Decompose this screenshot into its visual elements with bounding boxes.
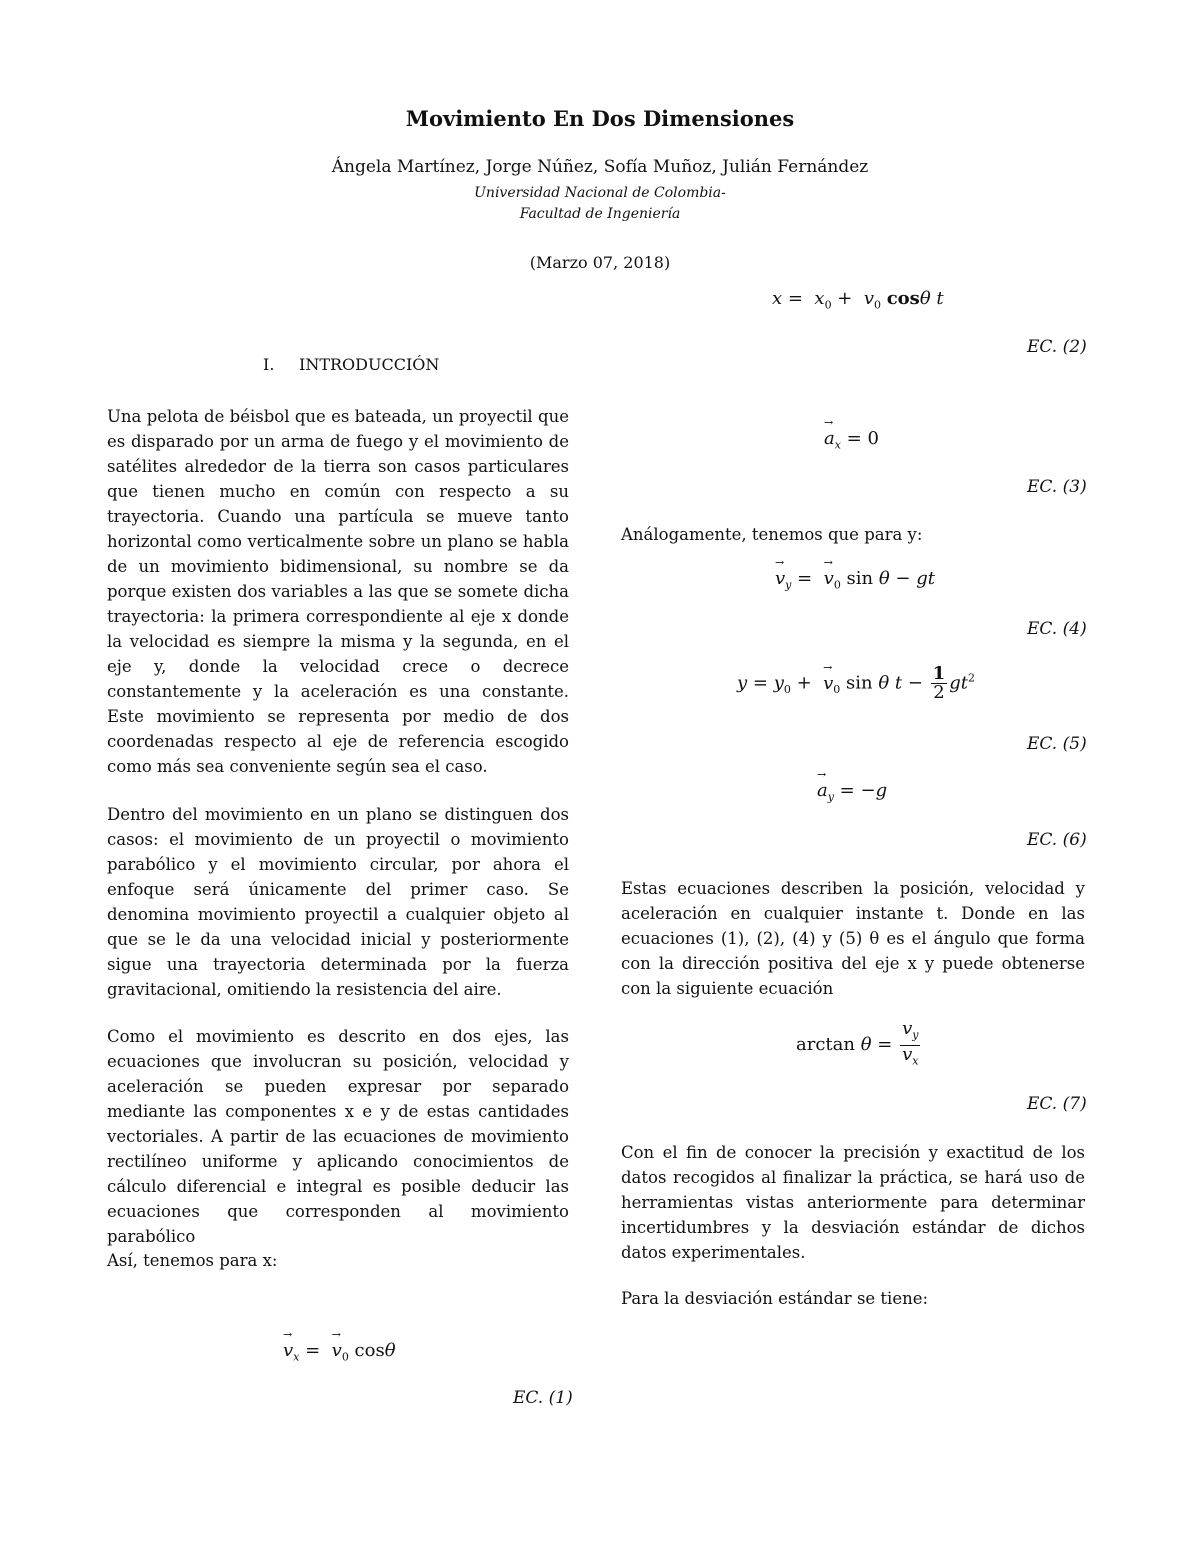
intro-paragraph-3: Como el movimiento es descrito en dos ejes, las ecuaciones que involucran su posición, velocidad y aceleración se pueden expresar por separado mediante las componentes x e y de estas cantidades vectoriales. A partir de las ecuaciones de movimiento rectilíneo uniforme y aplicando conocimientos de cálculo diferencial e integral es posible deducir las ecuaciones que corresponden al movimiento parabólico [107, 1027, 569, 1246]
equation-3: → $a_x = 0$ [824, 428, 879, 452]
intro-paragraph-1: Una pelota de béisbol que es bateada, un proyectil que es disparado por un arma de fuego y el movimiento de satélites alrededor de la tierra son casos particulares que tienen mucho en común con respecto a su trayectoria. Cuando una partícula se mueve tanto horizontal como verticalmente sobre un plano se habla de un movimiento bidimensional, su nombre se da porque existen dos variables a las que se somete dicha trayectoria: la primera correspondiente al eje x donde la velocidad es siempre la misma y la segunda, en el eje y, donde la velocidad crece o decrece constantemente y la aceleración es una constante. Este movimiento se representa por medio de dos coordenadas respecto al eje de referencia escogido como más sea conveniente según sea el caso. [107, 407, 569, 776]
equation-6-label: EC. (6) [1027, 830, 1087, 850]
equation-4-label: EC. (4) [1027, 619, 1087, 639]
equation-3-label: EC. (3) [1027, 477, 1087, 497]
equation-5-label: EC. (5) [1027, 734, 1087, 754]
equation-7: arctan θ = $\frac{v_y}{v_x}$ [796, 1018, 919, 1068]
std-dev-paragraph: Para la desviación estándar se tiene: [621, 1289, 929, 1308]
equation-1-label: EC. (1) [513, 1388, 573, 1408]
intro-paragraph-2: Dentro del movimiento en un plano se distinguen dos casos: el movimiento de un proyectil o movimiento parabólico y el movimiento circular, por ahora el enfoque será únicamente del primer caso. Se denomina movimiento proyectil a cualquier objeto al que se le da una velocidad inicial y posteriormente sigue una trayectoria determinada por la fuerza gravitacional, omitiendo la resistencia del aire. [107, 805, 569, 999]
section-heading [263, 355, 439, 374]
equation-1: → $v_x$ = → $v_0$ cosθ [283, 1340, 396, 1364]
equation-4: → $v_y$ = → $v_0$ sin θ − gt [775, 568, 935, 592]
affiliation-faculty: Facultad de Ingeniería [519, 206, 681, 222]
equation-6: → $a_y = -g$ [817, 780, 887, 804]
intro-paragraph-4: Así, tenemos para x: [107, 1251, 278, 1270]
precision-paragraph: Con el fin de conocer la precisión y exactitud de los datos recogidos al finalizar la práctica, se hará uso de herramientas vistas anteriormente para determinar incertidumbres y la desviación estándar de dichos datos experimentales. [621, 1143, 1085, 1262]
equation-7-label: EC. (7) [1027, 1094, 1087, 1114]
affiliation-university: Universidad Nacional de Colombia- [474, 185, 726, 201]
section-number: I. [263, 355, 275, 374]
section-title: INTRODUCCIÓN [299, 355, 440, 374]
description-paragraph: Estas ecuaciones describen la posición, velocidad y aceleración en cualquier instante t. Donde en las ecuaciones (1), (2), (4) y (5) θ es el ángulo que forma con la dirección positiva del eje x y puede obtenerse con la siguiente ecuación [621, 879, 1085, 998]
equation-5: $y = y_0$ + → $v_0$ sin θ t − $\frac{1}{2}$ $gt^2$ [737, 665, 975, 702]
paper-date: (Marzo 07, 2018) [529, 253, 671, 272]
analog-paragraph: Análogamente, tenemos que para y: [621, 525, 923, 544]
equation-2: $x = x_0 + v_0$ cosθ t [772, 288, 944, 312]
equation-2-label: EC. (2) [1027, 337, 1087, 357]
paper-title: Movimiento En Dos Dimensiones [405, 106, 795, 131]
author-list: Ángela Martínez, Jorge Núñez, Sofía Muñoz, Julián Fernández [331, 157, 869, 177]
